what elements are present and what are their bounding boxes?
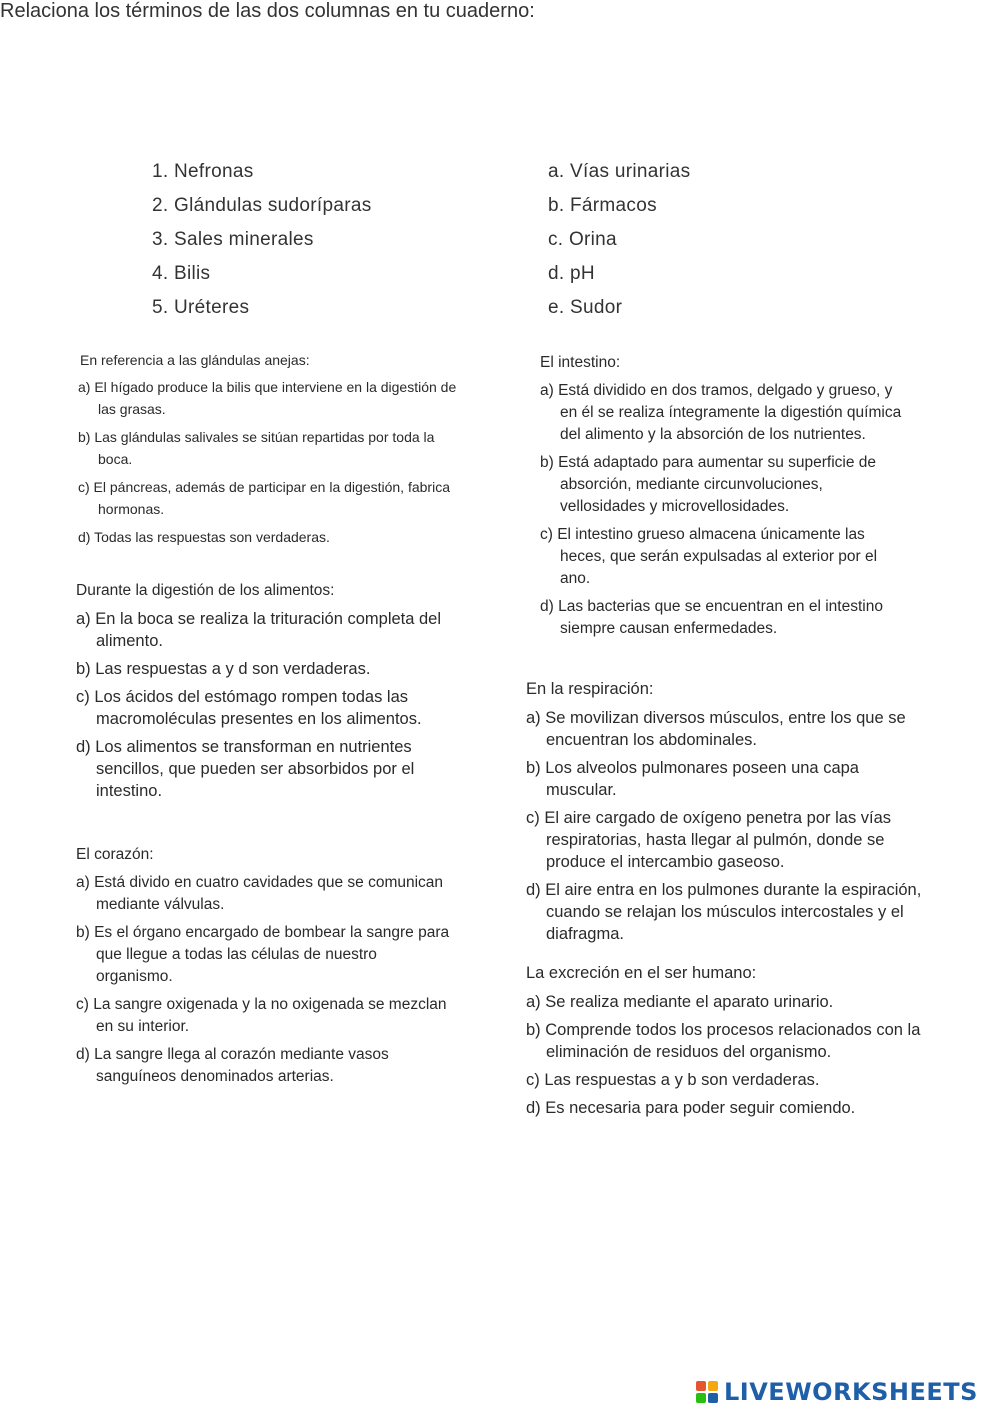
- answer-option[interactable]: [526, 707, 926, 751]
- option-text: b) Es el órgano encargado de bombear la sangre para que llegue a todas las células de nuestro organismo.: [76, 924, 450, 985]
- option-text: c) Los ácidos del estómago rompen todas las macromoléculas presentes en los alimentos.: [76, 688, 422, 728]
- answer-option[interactable]: [526, 991, 926, 1013]
- instruction-heading: Relaciona los términos de las dos columnas en tu cuaderno:: [0, 0, 535, 22]
- liveworksheets-brand[interactable]: [696, 1380, 978, 1404]
- question-title: El corazón:: [76, 846, 154, 863]
- option-text: b) Las glándulas salivales se sitúan repartidas por toda la boca.: [78, 429, 435, 467]
- option-text: a) En la boca se realiza la trituración completa del alimento.: [76, 610, 442, 650]
- term-2: 2. Glándulas sudoríparas: [152, 195, 372, 216]
- option-text: d) Los alimentos se transforman en nutrientes sencillos, que pueden ser absorbidos por el intestino.: [76, 738, 415, 800]
- term-1: 1. Nefronas: [152, 161, 254, 182]
- answer-option[interactable]: [540, 596, 910, 640]
- answer-option[interactable]: [526, 1019, 926, 1063]
- option-text: c) El aire cargado de oxígeno penetra por las vías respiratorias, hasta llegar al pulmón, donde se produce el intercambio gaseoso.: [526, 809, 892, 871]
- answer-option[interactable]: [526, 807, 926, 873]
- answer-option[interactable]: [540, 380, 910, 446]
- answer-option[interactable]: [76, 994, 456, 1038]
- answer-option[interactable]: [80, 376, 460, 420]
- question-excrecion: [526, 964, 926, 1125]
- option-text: b) Los alveolos pulmonares poseen una capa muscular.: [526, 759, 859, 799]
- answer-option[interactable]: [76, 922, 456, 988]
- term-d: d. pH: [548, 263, 595, 284]
- option-text: b) Las respuestas a y d son verdaderas.: [76, 660, 371, 678]
- term-c: c. Orina: [548, 229, 617, 250]
- option-text: d) La sangre llega al corazón mediante vasos sanguíneos denominados arterias.: [76, 1046, 389, 1085]
- question-respiracion: [526, 680, 926, 951]
- term-4: 4. Bilis: [152, 263, 211, 284]
- term-e: e. Sudor: [548, 297, 623, 318]
- answer-option[interactable]: [76, 872, 456, 916]
- option-text: a) Se realiza mediante el aparato urinario.: [526, 993, 834, 1011]
- answer-option[interactable]: [540, 524, 910, 590]
- answer-option[interactable]: [526, 879, 926, 945]
- term-b: b. Fármacos: [548, 195, 657, 216]
- terms-column-left: [152, 160, 372, 330]
- answer-option[interactable]: [526, 1069, 926, 1091]
- option-text: a) Está dividido en dos tramos, delgado y grueso, y en él se realiza íntegramente la digestión química del alimento y la absorción de los nutrientes.: [540, 382, 902, 443]
- option-text: c) El intestino grueso almacena únicamente las heces, que serán expulsadas al exterior por el ano.: [540, 526, 878, 587]
- option-text: a) Está divido en cuatro cavidades que se comunican mediante válvulas.: [76, 874, 444, 913]
- question-digestion: [76, 582, 456, 808]
- answer-option[interactable]: [540, 452, 910, 518]
- option-text: a) Se movilizan diversos músculos, entre los que se encuentran los abdominales.: [526, 709, 906, 749]
- option-text: d) Las bacterias que se encuentran en el intestino siempre causan enfermedades.: [540, 598, 883, 637]
- answer-option[interactable]: [76, 736, 456, 802]
- answer-option[interactable]: [76, 1044, 456, 1088]
- option-text: a) El hígado produce la bilis que interviene en la digestión de las grasas.: [78, 379, 457, 417]
- brand-name: LIVEWORKSHEETS: [724, 1378, 978, 1406]
- option-text: c) Las respuestas a y b son verdaderas.: [526, 1071, 820, 1089]
- answer-option[interactable]: [80, 526, 460, 548]
- option-text: d) Todas las respuestas son verdaderas.: [78, 529, 330, 545]
- liveworksheets-logo-icon: [696, 1381, 718, 1403]
- option-text: c) La sangre oxigenada y la no oxigenada se mezclan en su interior.: [76, 996, 447, 1035]
- answer-option[interactable]: [526, 1097, 926, 1119]
- answer-option[interactable]: [80, 426, 460, 470]
- term-a: a. Vías urinarias: [548, 161, 691, 182]
- answer-option[interactable]: [76, 658, 456, 680]
- question-title: La excreción en el ser humano:: [526, 964, 757, 982]
- answer-option[interactable]: [76, 608, 456, 652]
- term-3: 3. Sales minerales: [152, 229, 314, 250]
- question-corazon: [76, 846, 456, 1094]
- option-text: c) El páncreas, además de participar en la digestión, fabrica hormonas.: [78, 479, 450, 517]
- question-title: Durante la digestión de los alimentos:: [76, 582, 335, 599]
- question-title: En referencia a las glándulas anejas:: [80, 352, 310, 368]
- answer-option[interactable]: [526, 757, 926, 801]
- answer-option[interactable]: [76, 686, 456, 730]
- question-intestino: [540, 354, 910, 646]
- question-glandulas: [80, 352, 460, 554]
- term-5: 5. Uréteres: [152, 297, 250, 318]
- option-text: b) Está adaptado para aumentar su superficie de absorción, mediante circunvoluciones, vellosidades y microvellosidades.: [540, 454, 877, 515]
- option-text: d) Es necesaria para poder seguir comiendo.: [526, 1099, 856, 1117]
- terms-column-right: [548, 160, 690, 330]
- option-text: d) El aire entra en los pulmones durante la espiración, cuando se relajan los músculos intercostales y el diafragma.: [526, 881, 922, 943]
- option-text: b) Comprende todos los procesos relacionados con la eliminación de residuos del organismo.: [526, 1021, 921, 1061]
- question-title: En la respiración:: [526, 680, 654, 698]
- answer-option[interactable]: [80, 476, 460, 520]
- question-title: El intestino:: [540, 354, 621, 371]
